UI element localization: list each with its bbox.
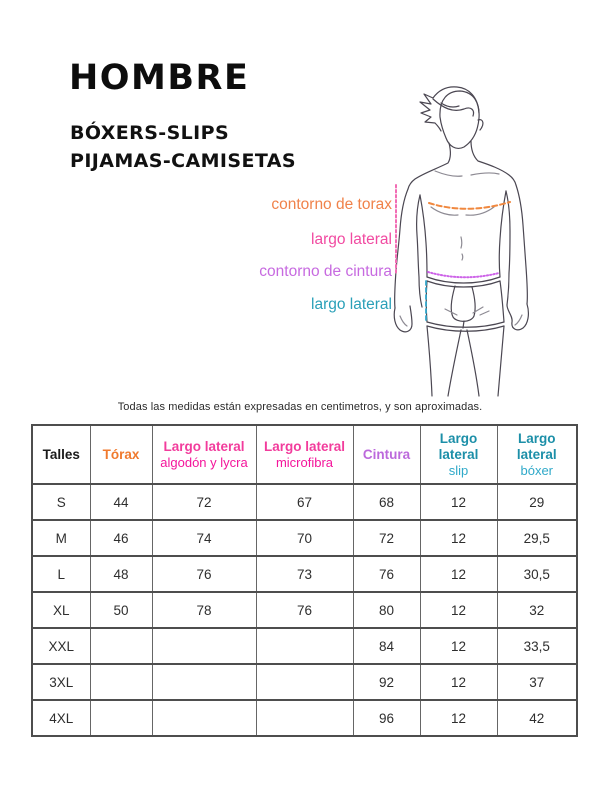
value-cell: 12 [420,520,497,556]
label-largo-lateral-camiseta: largo lateral [311,231,392,248]
table-caption: Todas las medidas están expresadas en centimetros, y son aproximadas. [117,401,483,413]
value-cell: 29,5 [497,520,577,556]
value-cell: 37 [497,664,577,700]
figure-navel [462,254,463,260]
column-header-t-rax [90,425,152,484]
table-row-xxl [32,628,577,664]
value-cell: 84 [353,628,420,664]
column-header-cintura [353,425,420,484]
value-cell [152,628,256,664]
value-cell: 76 [152,556,256,592]
figure-pec-lines [431,207,494,248]
figure-right-arm-inner [506,191,510,305]
size-cell: M [32,520,90,556]
column-header-largo-lateral-algod-n-y-lycra [152,425,256,484]
value-cell [256,628,353,664]
size-cell: 3XL [32,664,90,700]
value-cell: 67 [256,484,353,520]
male-figure-illustration [383,85,588,398]
subtitle-pijamas-camisetas: PIJAMAS-CAMISETAS [70,150,296,172]
size-table-header [32,425,577,484]
value-cell [152,664,256,700]
column-header-label: Largo lateral [438,430,479,462]
value-cell: 73 [256,556,353,592]
value-cell: 76 [256,592,353,628]
column-header-talles [32,425,90,484]
value-cell: 12 [420,664,497,700]
column-header-largo-lateral-slip [420,425,497,484]
table-row-4xl [32,700,577,736]
value-cell: 12 [420,700,497,736]
column-header-label: Cintura [362,446,411,462]
table-row-m [32,520,577,556]
figure-left-hand [394,306,412,332]
column-header-label: Largo lateral [163,438,245,454]
value-cell: 78 [152,592,256,628]
table-row-l [32,556,577,592]
label-largo-lateral-boxer: largo lateral [311,296,392,313]
torax-measure-line [429,202,510,209]
value-cell: 33,5 [497,628,577,664]
value-cell: 50 [90,592,152,628]
value-cell: 92 [353,664,420,700]
figure-boxer-hem [427,322,504,331]
value-cell: 72 [152,484,256,520]
figure-boxer-pouch [451,286,475,321]
figure-face [440,91,479,148]
figure-right-arm-outer [516,185,527,304]
value-cell: 12 [420,556,497,592]
table-row-s [32,484,577,520]
value-cell: 48 [90,556,152,592]
value-cell: 96 [353,700,420,736]
figure-right-leg [467,326,504,396]
size-table-body [32,484,577,736]
column-header-sublabel: microfibra [275,454,334,470]
figure-left-arm-inner [417,195,422,307]
column-header-sublabel: bóxer [520,462,554,478]
column-header-label: Tórax [102,446,140,462]
value-cell: 74 [152,520,256,556]
value-cell: 72 [353,520,420,556]
size-cell: L [32,556,90,592]
value-cell [256,700,353,736]
value-cell: 30,5 [497,556,577,592]
value-cell [90,628,152,664]
table-row-3xl [32,664,577,700]
figure-boxer-right-side [500,281,504,322]
value-cell: 76 [353,556,420,592]
value-cell: 70 [256,520,353,556]
value-cell: 44 [90,484,152,520]
value-cell: 12 [420,484,497,520]
subtitle-boxers-slips: BÓXERS-SLIPS [70,122,230,144]
figure-neck-left [408,143,450,189]
figure-torso-left [420,195,427,277]
value-cell: 29 [497,484,577,520]
figure-right-fingers [515,315,522,325]
figure-collarbone [435,171,499,176]
cintura-measure-line [428,272,499,277]
label-contorno-de-cintura: contorno de cintura [259,263,392,280]
value-cell: 32 [497,592,577,628]
label-contorno-de-torax: contorno de torax [271,196,392,213]
size-cell: XL [32,592,90,628]
size-cell: 4XL [32,700,90,736]
header-row [32,425,577,484]
male-figure-drawing [383,85,588,398]
size-cell: XXL [32,628,90,664]
size-cell: S [32,484,90,520]
column-header-sublabel: slip [448,462,469,478]
figure-waistband [427,277,500,287]
figure-neck-right [471,141,516,185]
figure-left-leg [427,326,461,396]
value-cell [90,700,152,736]
value-cell [256,664,353,700]
value-cell: 12 [420,628,497,664]
column-header-sublabel: algodón y lycra [160,454,248,470]
column-header-label: Talles [42,446,80,462]
size-table [31,424,578,737]
figure-left-fingers [400,316,407,326]
value-cell [152,700,256,736]
value-cell: 46 [90,520,152,556]
value-cell: 68 [353,484,420,520]
value-cell: 80 [353,592,420,628]
value-cell: 12 [420,592,497,628]
page-title: HOMBRE [69,58,250,98]
column-header-largo-lateral-microfibra [256,425,353,484]
column-header-label: Largo lateral [516,430,557,462]
figure-right-hand [507,304,528,330]
column-header-largo-lateral-b-xer [497,425,577,484]
column-header-label: Largo lateral [263,438,346,454]
value-cell: 42 [497,700,577,736]
value-cell [90,664,152,700]
table-row-xl [32,592,577,628]
